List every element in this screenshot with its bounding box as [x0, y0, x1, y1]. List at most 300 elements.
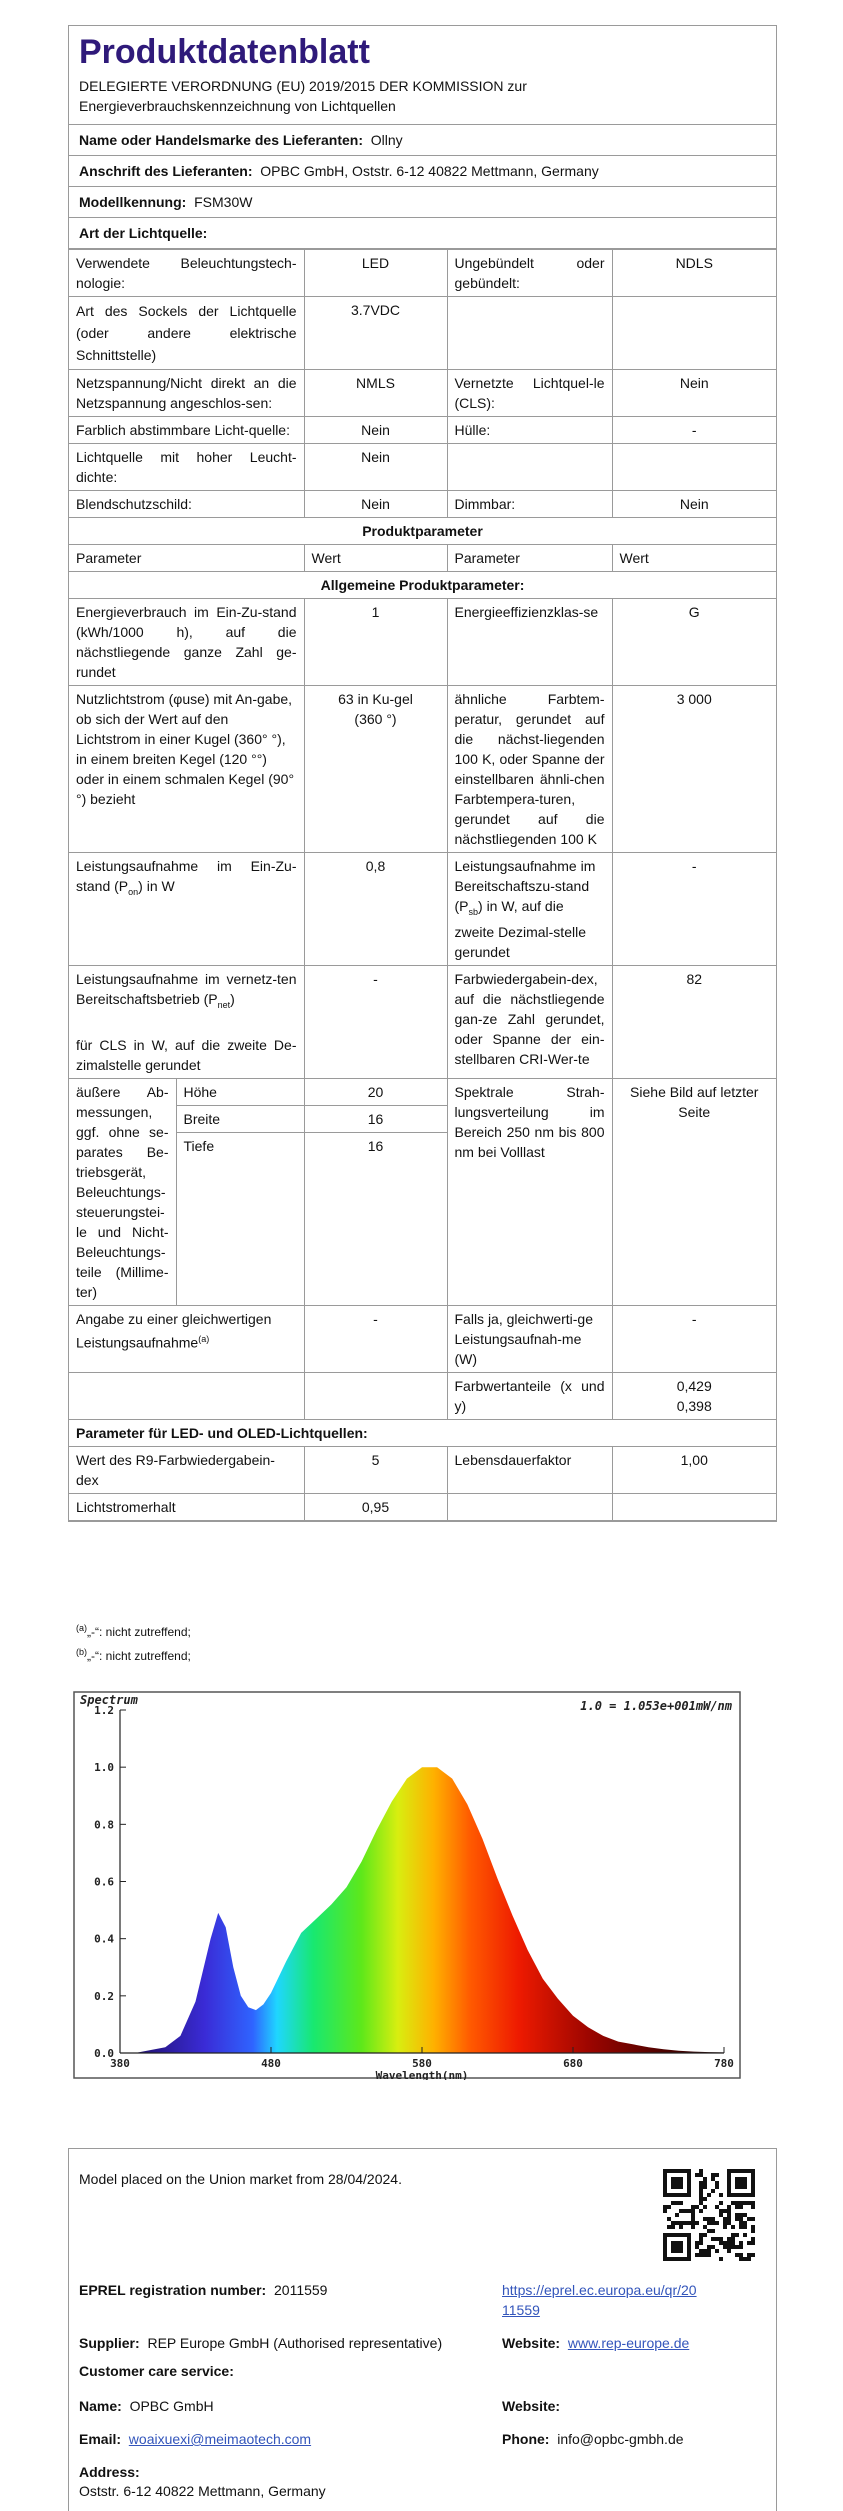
param-value: 1: [304, 599, 447, 686]
dimensions-table: [69, 1079, 304, 1305]
eprel-number: 2011559: [274, 2282, 328, 2298]
qr-module: [731, 2245, 735, 2249]
param-value: -: [612, 417, 776, 444]
table-row: [69, 1493, 776, 1520]
email-row: [79, 2429, 311, 2449]
parameter-table: [69, 249, 776, 1521]
qr-module: [711, 2217, 715, 2221]
qr-module: [691, 2209, 695, 2213]
qr-module: [703, 2197, 707, 2201]
footnote-b: [76, 1642, 191, 1666]
qr-module: [751, 2253, 755, 2257]
qr-module: [699, 2173, 703, 2177]
param-label: Nutzlichtstrom (φuse) mit An-gabe, ob sich der Wert auf den Lichtstrom in einer Kugel (360° °), in einem breiten Kegel (120 °°) oder in einem schmalen Kegel (90° °) bezieht: [69, 686, 304, 853]
y-tick-label: 0.2: [94, 1989, 114, 2003]
qr-module: [703, 2233, 707, 2237]
qr-module: [735, 2217, 739, 2221]
website-label: Website:: [502, 2335, 561, 2351]
qr-module: [671, 2201, 675, 2205]
qr-module: [747, 2201, 751, 2205]
param-label: Lichtquelle mit hoher Leucht-dichte:: [69, 444, 304, 491]
param-label: Art des Sockels der Lichtquelle (oder andere elektrische Schnittstelle): [69, 297, 304, 370]
qr-module: [671, 2225, 675, 2229]
qr-module: [751, 2201, 755, 2205]
eprel-link-line2[interactable]: 11559: [502, 2302, 540, 2318]
param-value: Nein: [612, 370, 776, 417]
qr-module: [715, 2173, 719, 2177]
qr-module: [667, 2225, 671, 2229]
qr-module: [739, 2245, 743, 2249]
model-label: Modellkennung:: [79, 194, 187, 210]
qr-module: [679, 2209, 683, 2213]
param-label: Lichtstromerhalt: [69, 1493, 304, 1520]
y-tick-label: 0.4: [94, 1932, 114, 1946]
qr-module: [703, 2217, 707, 2221]
table-row: [69, 599, 776, 686]
table-row: [69, 250, 776, 297]
qr-module: [715, 2185, 719, 2189]
qr-module: [739, 2257, 743, 2261]
eprel-link-line1[interactable]: https://eprel.ec.europa.eu/qr/20: [502, 2282, 697, 2298]
param-label: Dimmbar:: [447, 491, 612, 518]
footnote-ref: (a): [198, 1333, 210, 1344]
eprel-box: [68, 2148, 777, 2511]
column-header: Parameter: [447, 545, 612, 572]
qr-module: [679, 2201, 683, 2205]
name-label: Name:: [79, 2398, 122, 2414]
qr-module: [731, 2241, 735, 2245]
table-row: [69, 491, 776, 518]
empty-cell: [447, 1493, 612, 1520]
qr-module: [723, 2209, 727, 2213]
section-heading-row: [69, 572, 776, 599]
qr-module: [719, 2213, 723, 2217]
market-date: Model placed on the Union market from 28/04/2024.: [79, 2171, 402, 2187]
param-value: [612, 297, 776, 370]
param-value: 63 in Ku-gel (360 °): [304, 686, 447, 853]
qr-module: [703, 2249, 707, 2253]
param-label: Energieverbrauch im Ein-Zu-stand (kWh/1000 h), auf die nächstliegende ganze Zahl ge-rundet: [69, 599, 304, 686]
param-value: 0,8: [304, 853, 447, 966]
qr-module: [695, 2173, 699, 2177]
qr-module: [683, 2209, 687, 2213]
qr-module: [663, 2205, 667, 2209]
param-value: 1,00: [612, 1446, 776, 1493]
website2-label: Website:: [502, 2398, 561, 2414]
qr-module: [739, 2221, 743, 2225]
qr-module: [751, 2205, 755, 2209]
table-row: [69, 297, 776, 370]
website-row: [502, 2333, 689, 2353]
qr-module: [719, 2193, 723, 2197]
table-row: [69, 686, 776, 853]
footnote-text: „-“: nicht zutreffend;: [87, 1649, 191, 1663]
param-label: Netzspannung/Nicht direkt an die Netzspannung angeschlos-sen:: [69, 370, 304, 417]
qr-module: [711, 2229, 715, 2233]
qr-module: [707, 2221, 711, 2225]
table-row: [69, 1305, 776, 1372]
header: [69, 26, 776, 125]
empty-cell: [612, 1493, 776, 1520]
qr-module: [739, 2213, 743, 2217]
x-tick-label: 380: [110, 2057, 130, 2070]
param-label: Wert des R9-Farbwiedergabein-dex: [69, 1446, 304, 1493]
qr-module: [667, 2205, 671, 2209]
qr-module: [735, 2213, 739, 2217]
qr-module: [667, 2217, 671, 2221]
y-tick-label: 1.2: [94, 1704, 114, 1717]
qr-module: [699, 2209, 703, 2213]
brand-value: Ollny: [370, 132, 403, 148]
qr-module: [707, 2193, 711, 2197]
qr-module: [683, 2221, 687, 2225]
param-value: 82: [612, 965, 776, 1078]
footnote-text: „-“: nicht zutreffend;: [87, 1625, 191, 1639]
param-label: Energieeffizienzklas-se: [447, 599, 612, 686]
param-label: [69, 853, 304, 966]
table-row: [69, 1446, 776, 1493]
depth-label: Tiefe: [183, 1137, 215, 1154]
depth-value: 16: [367, 1137, 384, 1154]
qr-module: [663, 2209, 667, 2213]
qr-module: [743, 2233, 747, 2237]
eprel-link[interactable]: [502, 2280, 697, 2320]
param-value: -: [612, 853, 776, 966]
param-value: -: [304, 1305, 447, 1372]
dimensions-cell: [69, 1078, 304, 1305]
empty-cell: [69, 1372, 304, 1419]
qr-module: [727, 2209, 731, 2213]
qr-module: [707, 2217, 711, 2221]
qr-module: [711, 2177, 715, 2181]
qr-module: [699, 2253, 703, 2257]
qr-module: [703, 2185, 707, 2189]
param-label: Farbwiedergabein-dex, auf die nächstliegende gan-ze Zahl gerundet, oder Spanne der ein-stellbaren CRI-Wer-te: [447, 965, 612, 1078]
param-label: Lebensdauerfaktor: [447, 1446, 612, 1493]
table-row: [69, 370, 776, 417]
qr-finder: [671, 2177, 683, 2189]
qr-module: [695, 2253, 699, 2257]
y-tick-label: 0.6: [94, 1875, 114, 1889]
qr-module: [687, 2221, 691, 2225]
param-value: Nein: [612, 491, 776, 518]
supplier-value: REP Europe GmbH (Authorised representative): [147, 2335, 443, 2351]
label-text: Angabe zu einer gleichwertigen Leistungsaufnahme: [76, 1310, 272, 1351]
qr-module: [691, 2213, 695, 2217]
qr-module: [727, 2237, 731, 2241]
name-row: [79, 2396, 214, 2416]
qr-module: [743, 2257, 747, 2261]
param-label: [69, 1305, 304, 1372]
email-link[interactable]: woaixuexi@meimaotech.com: [128, 2431, 312, 2447]
qr-module: [703, 2253, 707, 2257]
x-axis-label: Wavelength(nm): [375, 2069, 469, 2080]
param-value: Nein: [304, 491, 447, 518]
address-value: OPBC GmbH, Oststr. 6-12 40822 Mettmann, Germany: [260, 163, 599, 179]
param-value: Nein: [304, 417, 447, 444]
param-label: Verwendete Beleuchtungstech-nologie:: [69, 250, 304, 297]
qr-module: [751, 2217, 755, 2221]
phone-label: Phone:: [502, 2431, 550, 2447]
label-subscript: net: [217, 999, 231, 1010]
table-row: [69, 1372, 776, 1419]
qr-module: [739, 2225, 743, 2229]
qr-module: [751, 2241, 755, 2245]
qr-module: [699, 2181, 703, 2185]
qr-module: [743, 2201, 747, 2205]
qr-module: [703, 2225, 707, 2229]
qr-module: [675, 2221, 679, 2225]
qr-module: [747, 2257, 751, 2261]
column-header: Parameter: [69, 545, 304, 572]
qr-module: [699, 2201, 703, 2205]
width-value: 16: [305, 1106, 447, 1133]
section-heading: Produktparameter: [69, 518, 776, 545]
param-label: [447, 853, 612, 966]
dimensions-label: äußere Ab-messungen, ggf. ohne se-parates Be-triebsgerät, Beleuchtungs-steuerungstei-le und Nicht-Beleuchtungs-teile (Millime-ter): [69, 1079, 176, 1305]
qr-module: [751, 2225, 755, 2229]
x-tick-label: 580: [412, 2057, 432, 2070]
label-text: Leistungsaufnahme im vernetz-ten Bereitschaftsbetrieb (P: [76, 970, 297, 1007]
website-link[interactable]: www.rep-europe.de: [567, 2335, 690, 2351]
regulation-line-2: Energieverbrauchskennzeichnung von Lichtquellen: [79, 98, 396, 114]
y-tick-label: 0.0: [94, 2047, 114, 2060]
qr-module: [703, 2181, 707, 2185]
height-label: Höhe: [176, 1079, 304, 1106]
email-label: Email:: [79, 2431, 122, 2447]
qr-module: [695, 2205, 699, 2209]
column-header: Wert: [612, 545, 776, 572]
qr-module: [723, 2245, 727, 2249]
label-text: Leistungsaufnahme im Ein-Zu-stand (P: [76, 858, 297, 894]
param-label: ähnliche Farbtem-peratur, gerundet auf die nächst-liegenden 100 K, oder Spanne der einstellbaren ähnli-chen Farbtempera-turen, gerundet auf die nächstliegenden 100 K: [447, 686, 612, 853]
label-subscript: sb: [468, 906, 479, 917]
qr-module: [719, 2201, 723, 2205]
section-heading: Parameter für LED- und OLED-Lichtquellen:: [69, 1419, 776, 1446]
supplier-label: Supplier:: [79, 2335, 140, 2351]
phone-value: info@opbc-gmbh.de: [557, 2431, 684, 2447]
column-header-row: [69, 545, 776, 572]
param-value: [612, 444, 776, 491]
param-value: LED: [304, 250, 447, 297]
qr-module: [719, 2209, 723, 2213]
qr-module: [727, 2217, 731, 2221]
table-row: [69, 1078, 776, 1305]
height-value: 20: [305, 1079, 447, 1106]
param-label: Hülle:: [447, 417, 612, 444]
footnotes: [76, 1618, 191, 1666]
qr-finder: [671, 2241, 683, 2253]
qr-finder: [735, 2177, 747, 2189]
qr-module: [735, 2201, 739, 2205]
qr-module: [727, 2213, 731, 2217]
qr-module: [699, 2169, 703, 2173]
qr-module: [719, 2257, 723, 2261]
param-label: [69, 965, 304, 1078]
column-header: Wert: [304, 545, 447, 572]
light-type-label: Art der Lichtquelle:: [79, 225, 208, 241]
product-data-sheet: [68, 25, 777, 1522]
qr-module: [695, 2221, 699, 2225]
qr-module: [679, 2221, 683, 2225]
label-subscript: on: [128, 886, 139, 897]
param-value: [612, 1372, 776, 1419]
brand-row: [69, 125, 776, 156]
qr-module: [691, 2205, 695, 2209]
qr-module: [723, 2225, 727, 2229]
qr-module: [731, 2201, 735, 2205]
qr-module: [727, 2249, 731, 2253]
param-value: 0,95: [304, 1493, 447, 1520]
param-label: Vernetzte Lichtquel-le (CLS):: [447, 370, 612, 417]
qr-module: [739, 2241, 743, 2245]
qr-module: [711, 2221, 715, 2225]
qr-module: [687, 2209, 691, 2213]
param-value: 3.7VDC: [304, 297, 447, 370]
qr-module: [691, 2225, 695, 2229]
footnote-mark: (b): [76, 1647, 87, 1657]
qr-module: [679, 2225, 683, 2229]
qr-module: [715, 2237, 719, 2241]
table-row: [69, 965, 776, 1078]
width-label: Breite: [176, 1105, 304, 1132]
label-text: ) in W: [138, 878, 175, 894]
qr-module: [699, 2189, 703, 2193]
qr-module: [743, 2225, 747, 2229]
page-title: Produktdatenblatt: [79, 33, 370, 71]
chroma-y: 0,398: [676, 1397, 712, 1414]
qr-module: [675, 2201, 679, 2205]
qr-module: [727, 2205, 731, 2209]
qr-module: [747, 2241, 751, 2245]
qr-module: [735, 2205, 739, 2209]
param-value: Siehe Bild auf letzter Seite: [612, 1078, 776, 1305]
qr-module: [699, 2193, 703, 2197]
qr-module: [703, 2205, 707, 2209]
param-label: Farblich abstimmbare Licht-quelle:: [69, 417, 304, 444]
qr-module: [727, 2241, 731, 2245]
qr-module: [739, 2217, 743, 2221]
qr-module: [699, 2197, 703, 2201]
x-tick-label: 480: [261, 2057, 281, 2070]
qr-module: [739, 2205, 743, 2209]
model-row: [69, 187, 776, 218]
qr-module: [691, 2221, 695, 2225]
qr-module: [747, 2253, 751, 2257]
label-text: für CLS in W, auf die zweite De-zimalstelle gerundet: [76, 1036, 297, 1073]
qr-module: [707, 2253, 711, 2257]
chroma-x: 0,429: [676, 1377, 712, 1394]
phone-row: [502, 2429, 684, 2449]
label-text: ): [230, 990, 235, 1007]
section-heading: Allgemeine Produktparameter:: [69, 572, 776, 599]
name-value: OPBC GmbH: [129, 2398, 214, 2414]
qr-module: [735, 2253, 739, 2257]
qr-module: [727, 2221, 731, 2225]
qr-module: [719, 2237, 723, 2241]
param-value: G: [612, 599, 776, 686]
y-tick-label: 1.0: [94, 1761, 114, 1775]
eu-address-value: Oststr. 6-12 40822 Mettmann, Germany: [79, 2483, 326, 2499]
qr-module: [723, 2221, 727, 2225]
qr-module: [711, 2189, 715, 2193]
regulation-line-1: DELEGIERTE VERORDNUNG (EU) 2019/2015 DER KOMMISSION zur: [79, 78, 527, 94]
param-value: -: [304, 965, 447, 1078]
chart-title: Spectrum: [80, 1693, 138, 1707]
footnote-a: [76, 1618, 191, 1642]
qr-module: [751, 2237, 755, 2241]
qr-module: [675, 2213, 679, 2217]
eprel-row: [79, 2280, 327, 2300]
qr-module: [699, 2233, 703, 2237]
qr-module: [711, 2173, 715, 2177]
table-row: [69, 444, 776, 491]
qr-module: [731, 2237, 735, 2241]
table-row: [69, 853, 776, 966]
qr-module: [699, 2249, 703, 2253]
qr-module: [695, 2241, 699, 2245]
spectrum-chart: [72, 1690, 742, 2080]
table-row: [69, 417, 776, 444]
x-tick-label: 680: [563, 2057, 583, 2070]
qr-module: [739, 2253, 743, 2257]
param-label: Spektrale Strah-lungsverteilung im Bereich 250 nm bis 800 nm bei Volllast: [447, 1078, 612, 1305]
qr-module: [711, 2245, 715, 2249]
qr-module: [727, 2245, 731, 2249]
qr-module: [719, 2241, 723, 2245]
qr-module: [715, 2221, 719, 2225]
qr-module: [691, 2217, 695, 2221]
param-value: -: [612, 1305, 776, 1372]
qr-module: [715, 2205, 719, 2209]
label-text: ) in W, auf die zweite Dezimal-stelle gerundet: [454, 898, 586, 960]
qr-module: [731, 2233, 735, 2237]
address-label: Anschrift des Lieferanten:: [79, 163, 253, 179]
qr-module: [699, 2185, 703, 2189]
empty-cell: [304, 1372, 447, 1419]
param-label: Falls ja, gleichwerti-ge Leistungsaufnah-me (W): [447, 1305, 612, 1372]
section-heading-row: [69, 1419, 776, 1446]
param-value: 5: [304, 1446, 447, 1493]
section-heading-row: [69, 518, 776, 545]
light-type-row: [69, 218, 776, 249]
model-value: FSM30W: [194, 194, 253, 210]
eprel-label: EPREL registration number:: [79, 2282, 267, 2298]
chart-annotation: 1.0 = 1.053e+001mW/nm: [580, 1699, 732, 1713]
qr-module: [739, 2201, 743, 2205]
x-tick-label: 780: [714, 2057, 734, 2070]
qr-module: [699, 2237, 703, 2241]
brand-label: Name oder Handelsmarke des Lieferanten:: [79, 132, 363, 148]
qr-module: [743, 2213, 747, 2217]
customer-care-heading: Customer care service:: [79, 2363, 234, 2379]
qr-module: [715, 2181, 719, 2185]
qr-module: [735, 2233, 739, 2237]
qr-module: [699, 2241, 703, 2245]
qr-module: [731, 2225, 735, 2229]
param-value: NMLS: [304, 370, 447, 417]
qr-module: [747, 2217, 751, 2221]
qr-module: [707, 2249, 711, 2253]
param-value: NDLS: [612, 250, 776, 297]
param-label: [447, 444, 612, 491]
dimensions-values: [304, 1078, 447, 1305]
qr-module: [703, 2177, 707, 2181]
label-text: Leistungsaufnahme im Bereitschaftszu-stand (P: [454, 858, 596, 914]
y-tick-label: 0.8: [94, 1818, 114, 1832]
qr-module: [735, 2245, 739, 2249]
qr-code[interactable]: [663, 2169, 755, 2261]
